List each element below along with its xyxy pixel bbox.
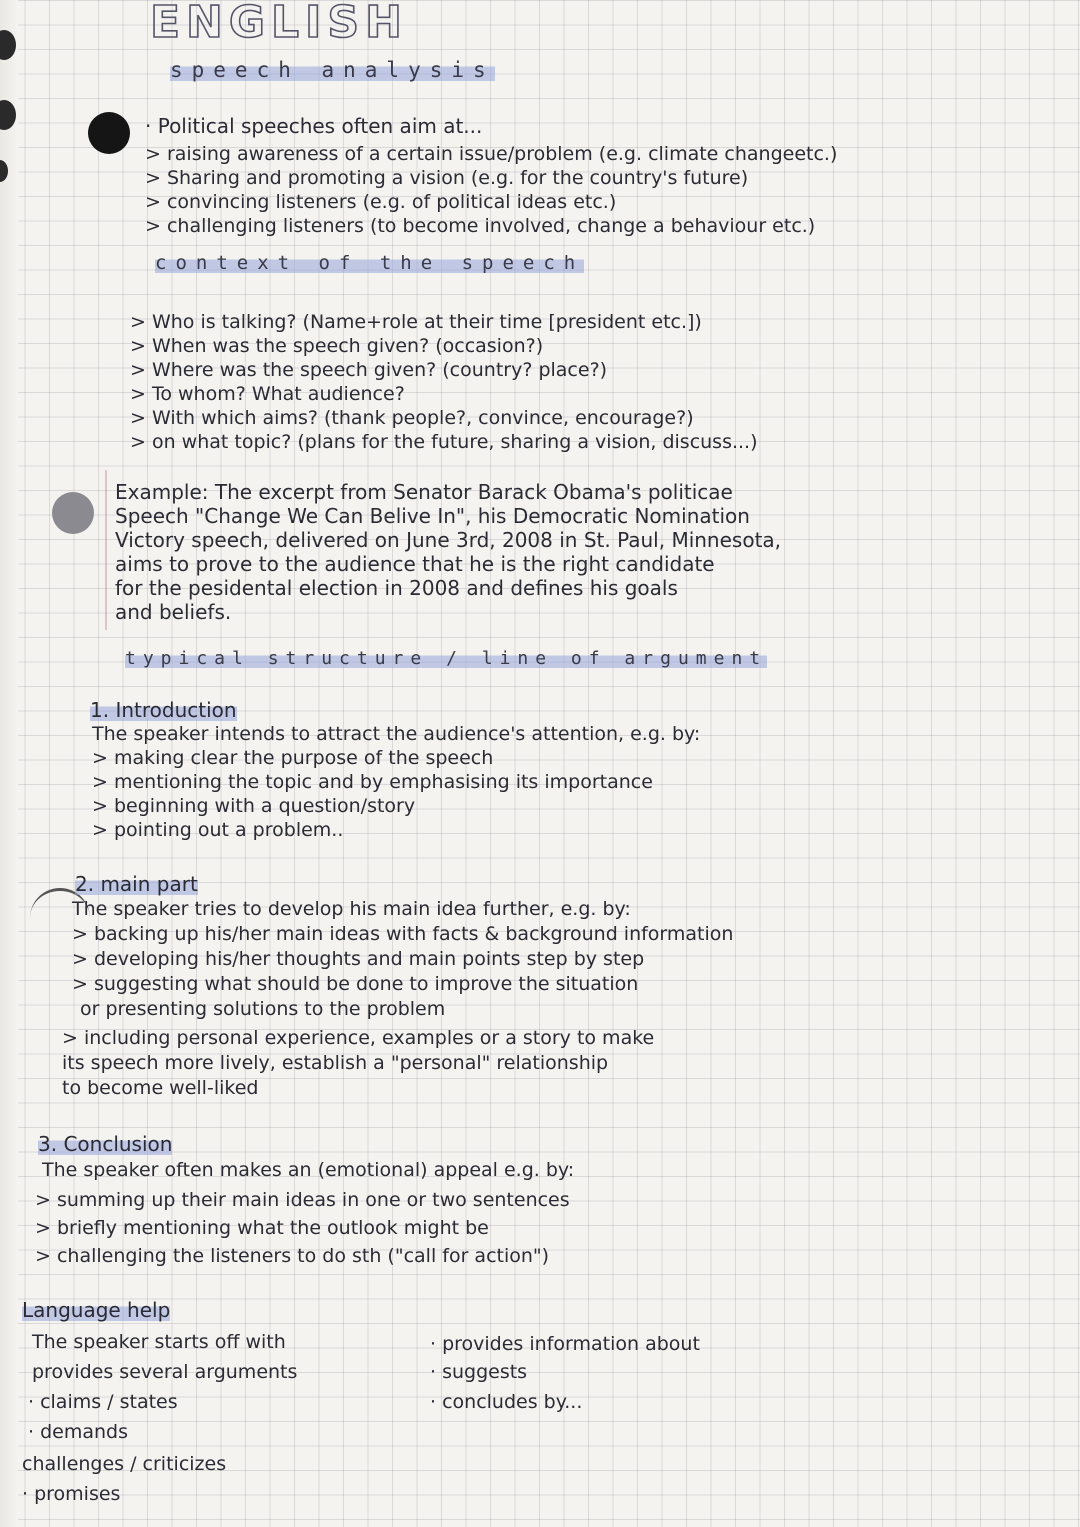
context-item: > To whom? What audience? [130,383,405,405]
intro-item: > Sharing and promoting a vision (e.g. for the country's future) [145,167,749,189]
introduction-line: The speaker intends to attract the audience's attention, e.g. by: [92,723,701,745]
context-item: > on what topic? (plans for the future, sharing a vision, discuss...) [130,431,758,453]
page-title: ENGLISH [150,0,408,48]
language-help-left: · demands [28,1421,128,1443]
conclusion-title-text: 3. Conclusion [38,1132,173,1156]
language-help-left: The speaker starts off with [32,1331,286,1353]
example-line: Example: The excerpt from Senator Barack Obama's politicae [115,480,733,504]
introduction-line: > mentioning the topic and by emphasising its importance [92,771,653,793]
intro-heading: · Political speeches often aim at... [145,114,483,138]
language-help-right: · suggests [430,1361,528,1383]
main-part-line: to become well-liked [62,1077,259,1099]
main-part-line: or presenting solutions to the problem [80,998,446,1020]
context-item: > Where was the speech given? (country? place?) [130,359,608,381]
main-part-line: > suggesting what should be done to improve the situation [72,973,639,995]
introduction-title-text: 1. Introduction [90,698,237,722]
main-part-line: > backing up his/her main ideas with facts & background information [72,923,734,945]
context-item: > With which aims? (thank people?, convince, encourage?) [130,407,694,429]
bullet-dot-icon [52,492,94,534]
introduction-title [90,698,237,722]
bullet-dot-icon [88,112,130,154]
main-part-title-text: 2. main part [75,872,198,896]
structure-heading-text: typical structure / line of argument [125,648,768,669]
language-help-left: · promises [22,1483,121,1505]
main-part-line: its speech more lively, establish a "personal" relationship [62,1052,609,1074]
example-line: and beliefs. [115,600,232,624]
paper-edge [0,0,18,1527]
structure-heading [125,648,767,669]
example-line: for the pesidental election in 2008 and defines his goals [115,576,678,600]
intro-item: > convincing listeners (e.g. of political ideas etc.) [145,191,617,213]
language-help-right: · provides information about [430,1333,700,1355]
context-item: > Who is talking? (Name+role at their time [president etc.]) [130,311,702,333]
main-part-title [75,872,198,896]
context-heading [155,252,584,274]
introduction-line: > pointing out a problem.. [92,819,344,841]
language-help-title [22,1298,170,1322]
language-help-right: · concludes by... [430,1391,583,1413]
main-part-line: > developing his/her thoughts and main points step by step [72,948,645,970]
example-line: aims to prove to the audience that he is the right candidate [115,552,715,576]
conclusion-line: > summing up their main ideas in one or two sentences [35,1189,570,1211]
subtitle-text: speech analysis [170,58,495,82]
main-part-line: The speaker tries to develop his main idea further, e.g. by: [72,898,631,920]
conclusion-line: > challenging the listeners to do sth ("call for action") [35,1245,550,1267]
conclusion-title [38,1132,172,1156]
introduction-line: > beginning with a question/story [92,795,416,817]
page-subtitle [170,58,495,82]
context-heading-text: context of the speech [155,252,585,274]
language-help-left: provides several arguments [32,1361,298,1383]
example-line: Speech "Change We Can Belive In", his Democratic Nomination [115,504,750,528]
language-help-left: challenges / criticizes [22,1453,227,1475]
context-item: > When was the speech given? (occasion?) [130,335,544,357]
introduction-line: > making clear the purpose of the speech [92,747,494,769]
language-help-title-text: Language help [22,1298,171,1322]
conclusion-line: The speaker often makes an (emotional) appeal e.g. by: [42,1159,575,1181]
intro-item: > challenging listeners (to become involved, change a behaviour etc.) [145,215,816,237]
conclusion-line: > briefly mentioning what the outlook might be [35,1217,489,1239]
margin-line [105,470,107,630]
main-part-line: > including personal experience, examples or a story to make [62,1027,655,1049]
language-help-left: · claims / states [28,1391,178,1413]
example-line: Victory speech, delivered on June 3rd, 2008 in St. Paul, Minnesota, [115,528,782,552]
intro-item: > raising awareness of a certain issue/problem (e.g. climate changeetc.) [145,143,838,165]
